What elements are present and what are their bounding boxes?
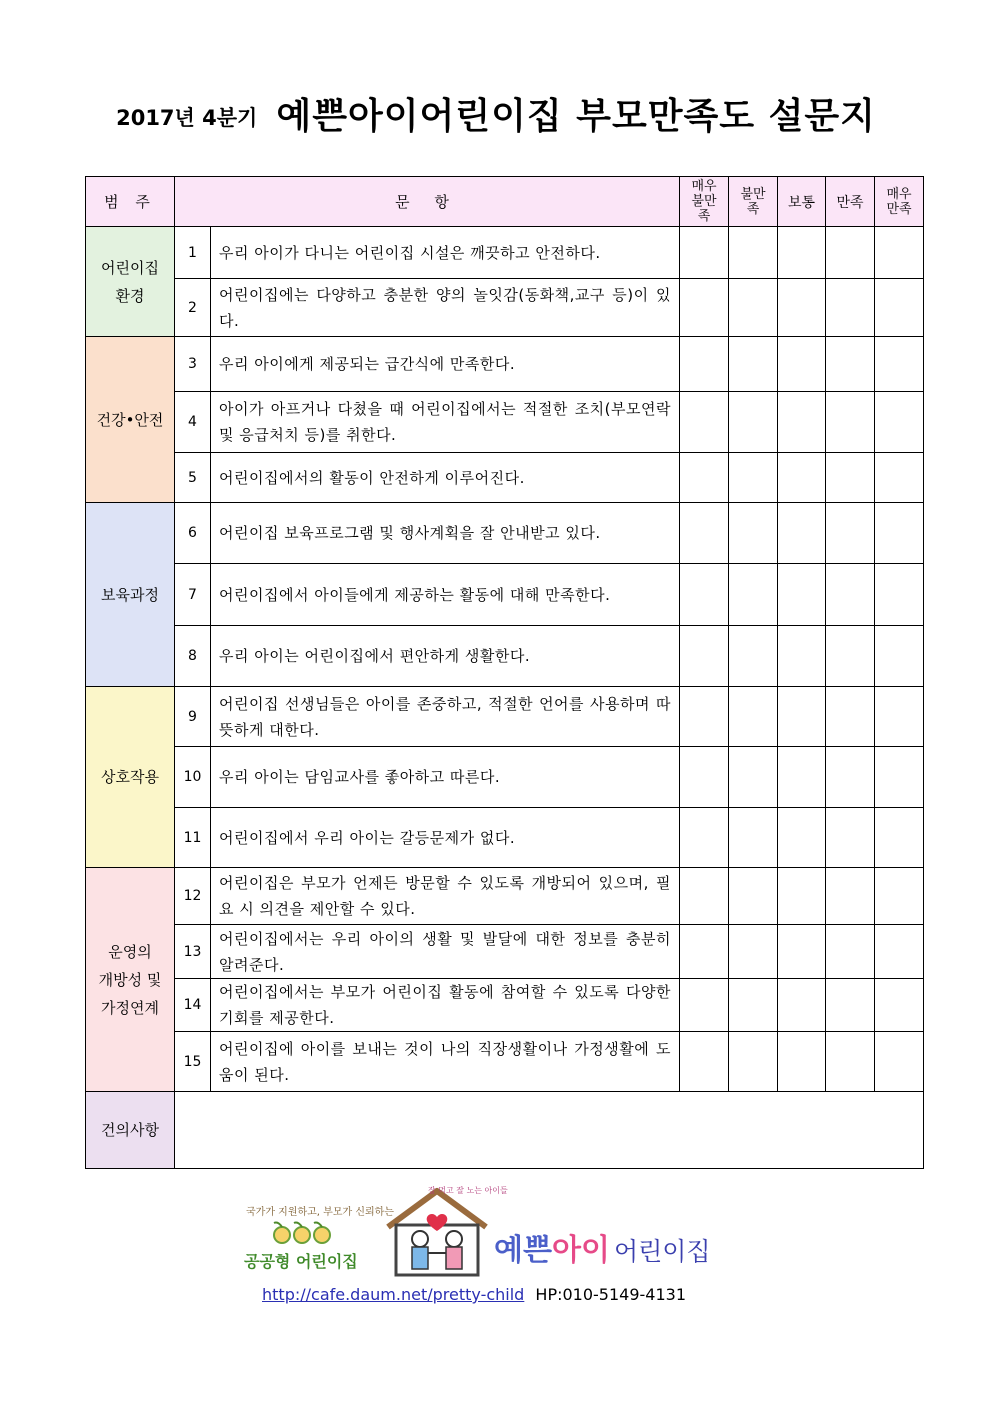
answer-cell-satisfied[interactable]	[826, 925, 875, 979]
answer-cell-neutral[interactable]	[778, 279, 826, 337]
item-question: 어린이집에서의 활동이 안전하게 이루어진다.	[211, 453, 680, 503]
daycare-brand-name	[494, 1225, 711, 1269]
brand-part-child: 아이	[551, 1233, 610, 1268]
answer-cell-very-satisfied[interactable]	[875, 925, 924, 979]
answer-cell-very-dissatisfied[interactable]	[680, 392, 729, 453]
table-row	[86, 687, 924, 747]
item-number: 5	[175, 453, 211, 503]
logo-arc-text: 잘 먹고 잘 노는 아이들	[428, 1186, 508, 1195]
item-question: 우리 아이가 다니는 어린이집 시설은 깨끗하고 안전하다.	[211, 227, 680, 279]
answer-cell-satisfied[interactable]	[826, 808, 875, 868]
header-category: 범 주	[86, 177, 175, 227]
answer-cell-very-dissatisfied[interactable]	[680, 808, 729, 868]
answer-cell-dissatisfied[interactable]	[729, 626, 778, 687]
item-question: 아이가 아프거나 다쳤을 때 어린이집에서는 적절한 조치(부모연락 및 응급처치 등)를 취한다.	[211, 392, 680, 453]
answer-cell-very-satisfied[interactable]	[875, 747, 924, 808]
item-number: 14	[175, 979, 211, 1032]
answer-cell-dissatisfied[interactable]	[729, 979, 778, 1032]
answer-cell-neutral[interactable]	[778, 453, 826, 503]
table-row	[86, 392, 924, 453]
item-number: 7	[175, 564, 211, 626]
answer-cell-very-dissatisfied[interactable]	[680, 925, 729, 979]
item-question: 어린이집 선생님들은 아이를 존중하고, 적절한 언어를 사용하며 따뜻하게 대한다.	[211, 687, 680, 747]
answer-cell-very-dissatisfied[interactable]	[680, 979, 729, 1032]
table-row	[86, 626, 924, 687]
header-row	[86, 177, 924, 227]
item-number: 8	[175, 626, 211, 687]
suggestion-input-area[interactable]	[175, 1092, 924, 1169]
header-very-satisfied: 매우 만족	[875, 177, 924, 227]
item-question: 어린이집에서는 부모가 어린이집 활동에 참여할 수 있도록 다양한 기회를 제공한다.	[211, 979, 680, 1032]
answer-cell-very-satisfied[interactable]	[875, 564, 924, 626]
answer-cell-very-satisfied[interactable]	[875, 1032, 924, 1092]
phone-number: HP:010-5149-4131	[535, 1285, 687, 1304]
answer-cell-neutral[interactable]	[778, 868, 826, 925]
category-curriculum: 보육과정	[86, 503, 175, 687]
item-question: 어린이집에 아이를 보내는 것이 나의 직장생활이나 가정생활에 도움이 된다.	[211, 1032, 680, 1092]
cafe-link[interactable]: http://cafe.daum.net/pretty-child	[262, 1285, 525, 1304]
answer-cell-satisfied[interactable]	[826, 279, 875, 337]
table-row	[86, 747, 924, 808]
table-row	[86, 808, 924, 868]
item-number: 6	[175, 503, 211, 564]
table-row	[86, 227, 924, 279]
table-row	[86, 453, 924, 503]
answer-cell-satisfied[interactable]	[826, 337, 875, 392]
item-number: 4	[175, 392, 211, 453]
answer-cell-dissatisfied[interactable]	[729, 808, 778, 868]
answer-cell-very-dissatisfied[interactable]	[680, 227, 729, 279]
answer-cell-satisfied[interactable]	[826, 1032, 875, 1092]
header-neutral: 보통	[778, 177, 826, 227]
answer-cell-satisfied[interactable]	[826, 227, 875, 279]
page-title	[0, 88, 992, 139]
table-row	[86, 1032, 924, 1092]
answer-cell-dissatisfied[interactable]	[729, 279, 778, 337]
header-very-dissatisfied: 매우 불만 족	[680, 177, 729, 227]
header-question: 문 항	[175, 177, 680, 227]
answer-cell-very-satisfied[interactable]	[875, 979, 924, 1032]
answer-cell-very-dissatisfied[interactable]	[680, 564, 729, 626]
answer-cell-neutral[interactable]	[778, 1032, 826, 1092]
header-satisfied: 만족	[826, 177, 875, 227]
contact-line	[262, 1285, 686, 1304]
category-health-safety: 건강•안전	[86, 337, 175, 503]
category-operation: 운영의 개방성 및 가정연계	[86, 868, 175, 1092]
table-row	[86, 503, 924, 564]
answer-cell-satisfied[interactable]	[826, 626, 875, 687]
answer-cell-very-satisfied[interactable]	[875, 392, 924, 453]
answer-cell-dissatisfied[interactable]	[729, 503, 778, 564]
public-daycare-slogan: 국가가 지원하고, 부모가 신뢰하는	[246, 1207, 394, 1218]
answer-cell-very-satisfied[interactable]	[875, 687, 924, 747]
answer-cell-very-dissatisfied[interactable]	[680, 279, 729, 337]
brand-part-daycare: 어린이집	[613, 1237, 711, 1266]
answer-cell-very-dissatisfied[interactable]	[680, 747, 729, 808]
answer-cell-neutral[interactable]	[778, 337, 826, 392]
answer-cell-satisfied[interactable]	[826, 979, 875, 1032]
answer-cell-dissatisfied[interactable]	[729, 925, 778, 979]
category-interaction: 상호작용	[86, 687, 175, 868]
answer-cell-dissatisfied[interactable]	[729, 392, 778, 453]
item-question: 어린이집은 부모가 언제든 방문할 수 있도록 개방되어 있으며, 필요 시 의견을 제안할 수 있다.	[211, 868, 680, 925]
public-daycare-children-icon	[272, 1221, 332, 1247]
answer-cell-satisfied[interactable]	[826, 564, 875, 626]
table-row	[86, 925, 924, 979]
answer-cell-satisfied[interactable]	[826, 503, 875, 564]
table-row	[86, 868, 924, 925]
answer-cell-very-dissatisfied[interactable]	[680, 687, 729, 747]
item-question: 우리 아이에게 제공되는 급간식에 만족한다.	[211, 337, 680, 392]
item-question: 어린이집에서 우리 아이는 갈등문제가 없다.	[211, 808, 680, 868]
item-question: 어린이집에서 아이들에게 제공하는 활동에 대해 만족한다.	[211, 564, 680, 626]
answer-cell-very-satisfied[interactable]	[875, 868, 924, 925]
item-number: 15	[175, 1032, 211, 1092]
answer-cell-dissatisfied[interactable]	[729, 747, 778, 808]
answer-cell-very-satisfied[interactable]	[875, 626, 924, 687]
answer-cell-very-dissatisfied[interactable]	[680, 337, 729, 392]
answer-cell-dissatisfied[interactable]	[729, 227, 778, 279]
answer-cell-neutral[interactable]	[778, 747, 826, 808]
answer-cell-very-dissatisfied[interactable]	[680, 868, 729, 925]
item-question: 어린이집에는 다양하고 충분한 양의 놀잇감(동화책,교구 등)이 있다.	[211, 279, 680, 337]
answer-cell-very-dissatisfied[interactable]	[680, 503, 729, 564]
header-dissatisfied: 불만 족	[729, 177, 778, 227]
answer-cell-very-satisfied[interactable]	[875, 453, 924, 503]
answer-cell-satisfied[interactable]	[826, 868, 875, 925]
item-number: 9	[175, 687, 211, 747]
survey-title: 예쁜아이어린이집 부모만족도 설문지	[276, 96, 876, 137]
answer-cell-dissatisfied[interactable]	[729, 453, 778, 503]
daycare-house-logo-icon	[382, 1183, 492, 1283]
answer-cell-neutral[interactable]	[778, 227, 826, 279]
answer-cell-neutral[interactable]	[778, 808, 826, 868]
footer-logo-area	[232, 1183, 752, 1313]
table-row	[86, 979, 924, 1032]
answer-cell-satisfied[interactable]	[826, 687, 875, 747]
survey-table	[85, 176, 924, 1169]
answer-cell-satisfied[interactable]	[826, 392, 875, 453]
answer-cell-very-dissatisfied[interactable]	[680, 453, 729, 503]
item-question: 우리 아이는 어린이집에서 편안하게 생활한다.	[211, 626, 680, 687]
answer-cell-neutral[interactable]	[778, 925, 826, 979]
brand-part-pretty: 예쁜	[494, 1233, 552, 1268]
public-daycare-label: 공공형 어린이집	[244, 1252, 358, 1271]
category-environment: 어린이집 환경	[86, 227, 175, 337]
answer-cell-satisfied[interactable]	[826, 747, 875, 808]
answer-cell-very-dissatisfied[interactable]	[680, 626, 729, 687]
item-question: 어린이집에서는 우리 아이의 생활 및 발달에 대한 정보를 충분히 알려준다.	[211, 925, 680, 979]
item-number: 2	[175, 279, 211, 337]
answer-cell-very-satisfied[interactable]	[875, 279, 924, 337]
answer-cell-dissatisfied[interactable]	[729, 687, 778, 747]
table-row	[86, 279, 924, 337]
answer-cell-very-satisfied[interactable]	[875, 337, 924, 392]
table-row	[86, 337, 924, 392]
table-row	[86, 564, 924, 626]
item-number: 13	[175, 925, 211, 979]
item-number: 3	[175, 337, 211, 392]
answer-cell-very-satisfied[interactable]	[875, 808, 924, 868]
suggestion-row	[86, 1092, 924, 1169]
answer-cell-satisfied[interactable]	[826, 453, 875, 503]
answer-cell-dissatisfied[interactable]	[729, 564, 778, 626]
item-question: 우리 아이는 담임교사를 좋아하고 따른다.	[211, 747, 680, 808]
answer-cell-dissatisfied[interactable]	[729, 1032, 778, 1092]
answer-cell-very-satisfied[interactable]	[875, 503, 924, 564]
item-number: 12	[175, 868, 211, 925]
answer-cell-very-satisfied[interactable]	[875, 227, 924, 279]
answer-cell-neutral[interactable]	[778, 979, 826, 1032]
answer-cell-neutral[interactable]	[778, 626, 826, 687]
item-number: 10	[175, 747, 211, 808]
answer-cell-dissatisfied[interactable]	[729, 868, 778, 925]
answer-cell-dissatisfied[interactable]	[729, 337, 778, 392]
answer-cell-neutral[interactable]	[778, 687, 826, 747]
suggestion-label: 건의사항	[86, 1092, 175, 1169]
answer-cell-neutral[interactable]	[778, 564, 826, 626]
answer-cell-neutral[interactable]	[778, 392, 826, 453]
item-question: 어린이집 보육프로그램 및 행사계획을 잘 안내받고 있다.	[211, 503, 680, 564]
survey-period: 2017년 4분기	[116, 106, 258, 130]
item-number: 11	[175, 808, 211, 868]
answer-cell-neutral[interactable]	[778, 503, 826, 564]
item-number: 1	[175, 227, 211, 279]
answer-cell-very-dissatisfied[interactable]	[680, 1032, 729, 1092]
